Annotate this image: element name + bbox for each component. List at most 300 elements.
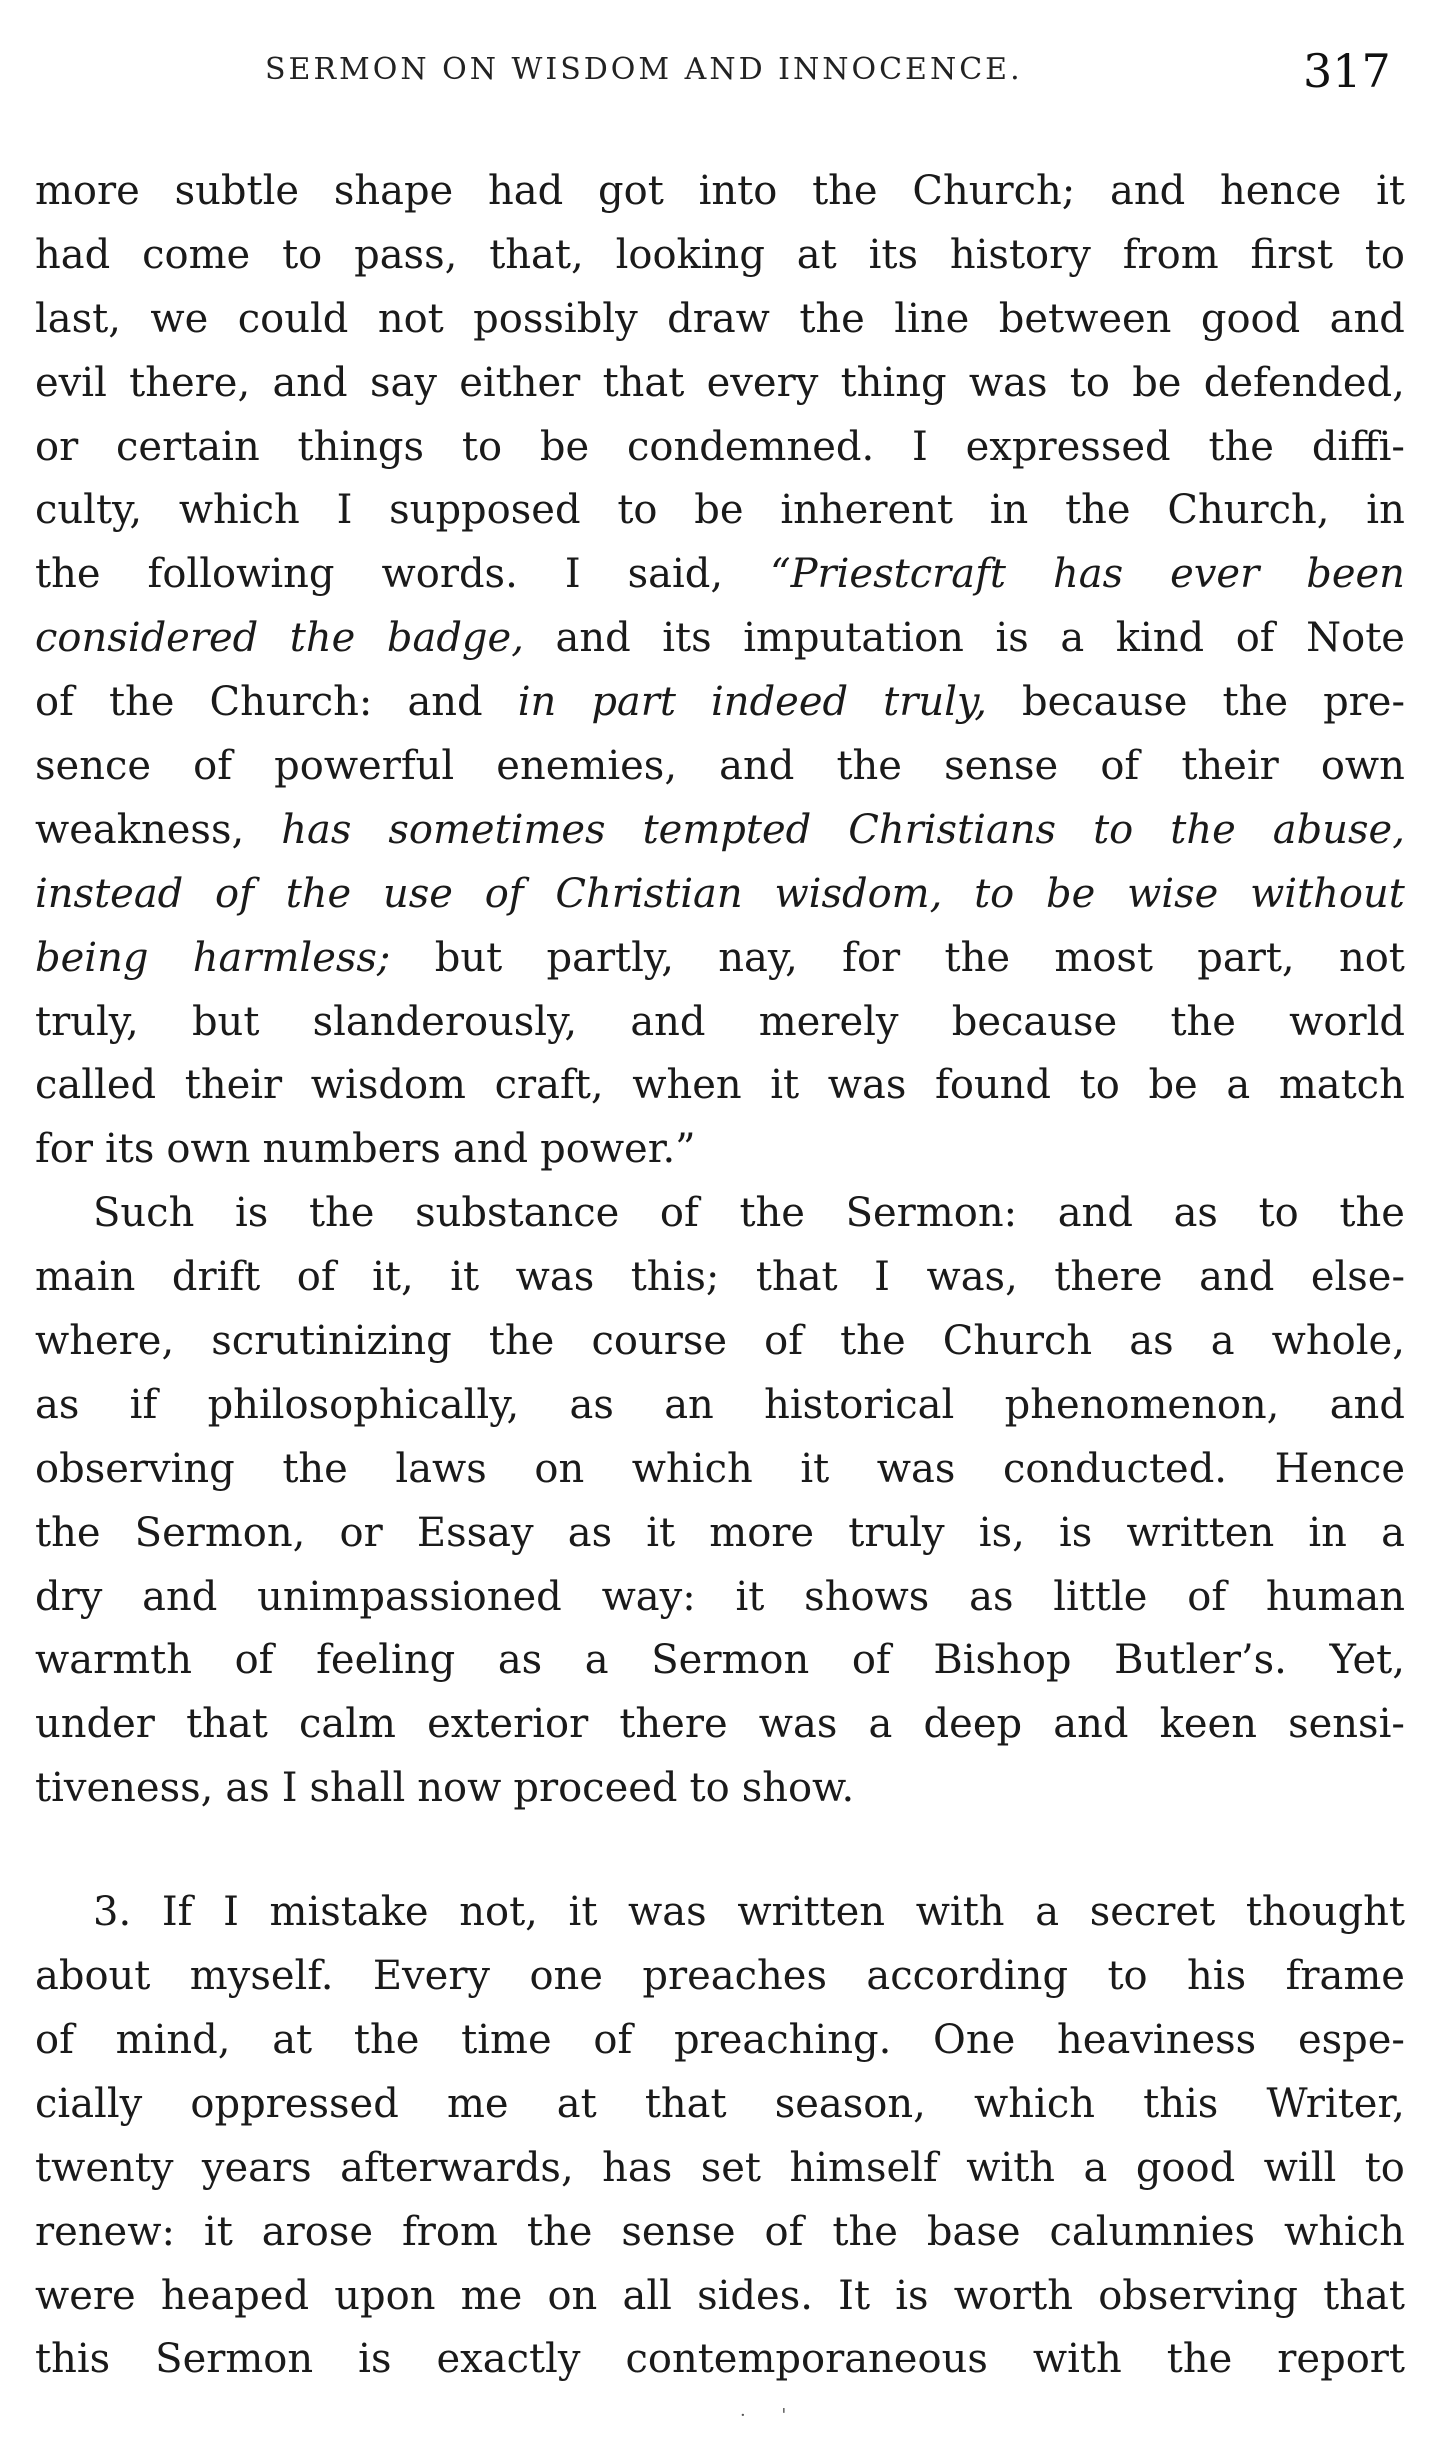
word: every [706,359,819,406]
word: report [1277,2336,1405,2383]
word: as [225,1765,270,1812]
word: we [150,295,209,342]
word: the [1166,2336,1233,2383]
word: this [35,2336,111,2383]
word: If [161,1889,193,1936]
word: the [289,615,356,662]
word: 3. [93,1889,132,1936]
word: be [1148,1062,1198,1109]
word: sense [944,743,1059,790]
word: sence [35,743,152,790]
word: subtle [174,168,300,214]
word: has [602,2144,673,2191]
word: partly, [546,934,674,981]
text-line [35,1881,1405,1945]
word: written [737,1889,886,1936]
word: observing [1098,2272,1298,2319]
word: Church, [1167,487,1330,534]
word: a [1381,1509,1405,1556]
text-line [35,2009,1405,2073]
word: with [1032,2336,1122,2383]
word: say [369,359,437,406]
word: being [35,934,149,981]
word: the [1170,806,1236,853]
word: the [1222,679,1289,726]
word: was [515,1254,595,1301]
word: according [866,1953,1069,2000]
word: historical [764,1381,955,1428]
word: it [770,1062,800,1109]
word: was [628,1889,707,1936]
word: diffi- [1311,423,1405,470]
word: been [1306,551,1405,598]
word: kind [1115,615,1205,662]
word: this [1143,2080,1219,2127]
word: not [1338,934,1405,981]
word: last, [35,295,121,342]
word: abuse, [1272,806,1405,853]
word: numbers [262,1126,441,1173]
text-line [35,288,1405,352]
word: to [1364,231,1405,278]
word: and [1057,1190,1133,1237]
word: human [1265,1573,1405,1620]
word: to [1079,1062,1120,1109]
word: which [178,487,300,534]
word: twenty [35,2144,174,2191]
word: where, [35,1318,175,1365]
word: “Priestcraft [770,551,1006,598]
word: of [593,2016,633,2063]
word: on [547,2272,598,2319]
word: either [459,359,581,406]
word: of [851,1637,891,1684]
word: as [567,1509,613,1556]
word: Hence [1274,1445,1405,1492]
word: from [401,2208,498,2255]
word: and [630,998,706,1045]
text-line [35,2137,1405,2201]
text-line [35,1182,1405,1246]
word: whole, [1271,1318,1405,1365]
word: observing [35,1445,235,1492]
word: the [739,1190,805,1237]
word: powerful [274,743,455,790]
word: Note [1306,615,1405,662]
word: laws [395,1445,487,1492]
word: good [1200,295,1301,342]
word: possibly [473,295,638,342]
word: worth [953,2272,1073,2319]
word: base [926,2208,1021,2255]
word: but [191,998,260,1045]
word: the [812,168,878,214]
word: to [1093,806,1134,853]
word: Church; [912,168,1076,214]
word: had [488,168,564,214]
text-line [35,799,1405,863]
word: this; [630,1254,720,1301]
word: I [223,1889,239,1936]
word: of [659,1190,699,1237]
word: a [584,1637,609,1684]
word: badge, [386,615,524,662]
word: because [1021,679,1188,726]
word: Every [372,1953,491,2000]
word: time [461,2016,552,2063]
word: culty, [35,487,143,534]
word: himself [789,2144,938,2191]
text-line [35,1374,1405,1438]
word: to [1107,1953,1148,2000]
word: nay, [718,934,798,981]
word: set [700,2144,761,2191]
word: it [568,1889,598,1936]
word: with [966,2144,1056,2191]
word: as [35,1381,80,1428]
word: history [949,231,1091,278]
word: now [417,1765,502,1812]
text-line [35,2073,1405,2137]
word: words. [381,551,518,598]
word: to [1069,359,1110,406]
word: his [1187,1953,1247,2000]
word: is [895,2272,929,2319]
word: there, [129,359,251,406]
word: cially [35,2080,143,2127]
word: the [944,934,1011,981]
word: phenomenon, [1004,1381,1280,1428]
word: espe- [1297,2016,1405,2063]
word: is, [978,1509,1025,1556]
word: Such [93,1190,195,1237]
word: between [998,295,1172,342]
running-head: SERMON ON WISDOM AND INNOCENCE. [265,52,1023,87]
text-line [35,607,1405,671]
word: of [234,1637,274,1684]
word: all [622,2272,672,2319]
word: merely [758,998,899,1045]
word: that [186,1701,268,1748]
word: first [1250,231,1333,278]
word: to [1258,1190,1299,1237]
word: come [142,231,251,278]
word: calumnies [1049,2208,1255,2255]
word: if [129,1381,158,1428]
word: the [1339,1190,1405,1237]
text-line [35,543,1405,607]
word: upon [334,2272,436,2319]
word: pre- [1323,679,1405,726]
text-line [35,1246,1405,1310]
word: about [35,1953,151,2000]
word: which [974,2080,1095,2127]
word: world [1289,998,1405,1045]
body-text [35,160,1405,2392]
word: sides. [697,2272,813,2319]
text-line [35,479,1405,543]
word: the [836,743,902,790]
word: of [1187,1573,1227,1620]
word: of [296,1254,336,1301]
word: not [377,295,444,342]
word: the [35,1509,101,1556]
word: own [1320,743,1405,790]
word: the [282,1445,348,1492]
text-line [35,671,1405,735]
word: looking [615,231,765,278]
word: thought [1245,1889,1405,1936]
word: it [735,1573,765,1620]
word: me [460,2272,523,2319]
word: it [646,1509,676,1556]
paragraph [35,1881,1405,2392]
text-line [35,352,1405,416]
word: Sermon, [134,1509,306,1556]
word: unimpassioned [257,1573,562,1620]
word: their [1181,743,1279,790]
word: shall [309,1765,406,1812]
word: more [709,1509,815,1556]
word: and [719,743,795,790]
word: line [894,295,970,342]
word: indeed [711,679,849,726]
word: I [281,1765,298,1812]
word: I [336,487,353,534]
word: it [1376,168,1405,214]
word: It [838,2272,871,2319]
word: match [1278,1062,1405,1109]
word: when [632,1062,742,1109]
word: be [694,487,744,534]
word: which [631,1445,753,1492]
word: the [308,1190,375,1237]
word: little [1053,1573,1148,1620]
word: of [193,743,233,790]
word: of [764,2208,804,2255]
word: conducted. [1002,1445,1228,1492]
word: was [758,1701,838,1748]
word: the [1170,998,1236,1045]
word: mind, [115,2016,231,2063]
word: Christians [848,806,1057,853]
word: to [461,423,503,470]
text-line [35,1502,1405,1566]
word: it, [372,1254,414,1301]
word: keen [1159,1701,1257,1748]
word: on [534,1445,585,1492]
word: afterwards, [340,2144,574,2191]
word: a [1226,1062,1251,1109]
word: that [1323,2272,1405,2319]
word: from [1122,231,1219,278]
word: not, [459,1889,538,1936]
word: that [644,2080,727,2127]
word: weakness, [35,806,245,853]
word: the [1208,423,1274,470]
word: me [446,2080,509,2127]
text-line [35,991,1405,1055]
word: a [1060,615,1085,662]
word: imputation [743,615,964,662]
word: with [915,1889,1005,1936]
word: and [1110,168,1186,214]
word: was [827,1062,907,1109]
word: a [868,1701,893,1748]
paragraph [35,160,1405,1182]
word: slanderously, [312,998,578,1045]
word: Church: [209,679,373,726]
word: called [35,1062,157,1109]
print-specks: · ' [740,2405,803,2426]
word: One [933,2016,1016,2063]
word: deep [923,1701,1023,1748]
word: part, [1197,934,1295,981]
word: its [868,231,918,278]
word: got [598,168,664,214]
word: or [35,423,79,470]
word: things [297,423,425,470]
word: exterior [427,1701,589,1748]
word: the [799,295,865,342]
text-line [35,2201,1405,2265]
paragraph [35,1182,1405,1821]
word: I [564,551,581,598]
word: use [382,870,453,917]
word: tiveness, [35,1765,214,1812]
word: Writer, [1266,2080,1405,2127]
text-line [35,2265,1405,2329]
word: of [215,870,254,917]
word: Christian [555,870,743,917]
word: and [272,359,348,406]
word: enemies, [496,743,678,790]
word: drift [171,1254,261,1301]
word: feeling [316,1637,456,1684]
word: found [935,1062,1052,1109]
text-line [35,416,1405,480]
word: will [1263,2144,1337,2191]
word: of [35,2016,74,2063]
word: be [539,423,590,470]
word: their [184,1062,283,1109]
word: Yet, [1329,1637,1405,1684]
word: arose [261,2208,374,2255]
word: written [1126,1509,1275,1556]
word: else- [1310,1254,1405,1301]
text-line [35,735,1405,799]
word: is [358,2336,392,2383]
text-line [35,224,1405,288]
text-line [35,1054,1405,1118]
word: of [764,1318,804,1365]
word: there [619,1701,728,1748]
text-line [35,863,1405,927]
word: at [796,231,837,278]
word: heaped [160,2272,310,2319]
word: Sermon: [845,1190,1018,1237]
word: harmless; [192,934,391,981]
word: as [1173,1190,1218,1237]
word: calm [298,1701,396,1748]
word: in [517,679,557,726]
word: at [556,2080,597,2127]
word: warmth [35,1637,192,1684]
word: Church [942,1318,1093,1365]
word: pass, [354,231,458,278]
word: way: [601,1573,696,1620]
word: were [35,2272,136,2319]
word: of [1100,743,1140,790]
word: proceed [513,1765,678,1812]
word: was, [926,1254,1018,1301]
word: of [1235,615,1275,662]
word: supposed [389,487,581,534]
word: is [234,1190,269,1237]
word: in [989,487,1029,534]
word: and [407,679,483,726]
word: myself. [189,1953,334,2000]
word: it [450,1254,480,1301]
word: in [1366,487,1405,534]
word: preaching. [674,2016,892,2063]
word: the [285,870,352,917]
word: be [1046,870,1096,917]
word: the [832,2208,898,2255]
word: wisdom [310,1062,466,1109]
word: truly [848,1509,945,1556]
word: as [969,1573,1014,1620]
word: I [912,423,928,470]
word: renew: [35,2208,175,2255]
word: a [1083,2144,1108,2191]
text-line [35,1757,1405,1821]
section-gap [35,1821,1405,1881]
word: the [35,551,101,598]
word: to [689,1765,730,1812]
word: as [497,1637,543,1684]
word: into [698,168,778,214]
word: preaches [642,1953,827,2000]
text-line [35,1629,1405,1693]
word: contemporaneous [625,2336,988,2383]
word: course [591,1318,728,1365]
word: shape [333,168,454,214]
word: the [488,1318,555,1365]
word: at [272,2016,313,2063]
word: secret [1089,1889,1216,1936]
word: show. [741,1765,855,1812]
word: considered [35,615,259,662]
word: and [1329,1381,1405,1428]
word: the [353,2016,420,2063]
word: has [281,806,352,853]
word: to [1364,2144,1405,2191]
text-line [35,160,1405,224]
word: to [617,487,658,534]
text-line [35,1118,1405,1182]
word: ever [1170,551,1260,598]
word: was [968,359,1048,406]
word: part [591,679,676,726]
text-line [35,1438,1405,1502]
word: the [840,1318,906,1365]
word: for [842,934,901,981]
word: is [1058,1509,1093,1556]
word: power.” [540,1126,696,1173]
word: truly, [883,679,987,726]
word: or [339,1509,383,1556]
